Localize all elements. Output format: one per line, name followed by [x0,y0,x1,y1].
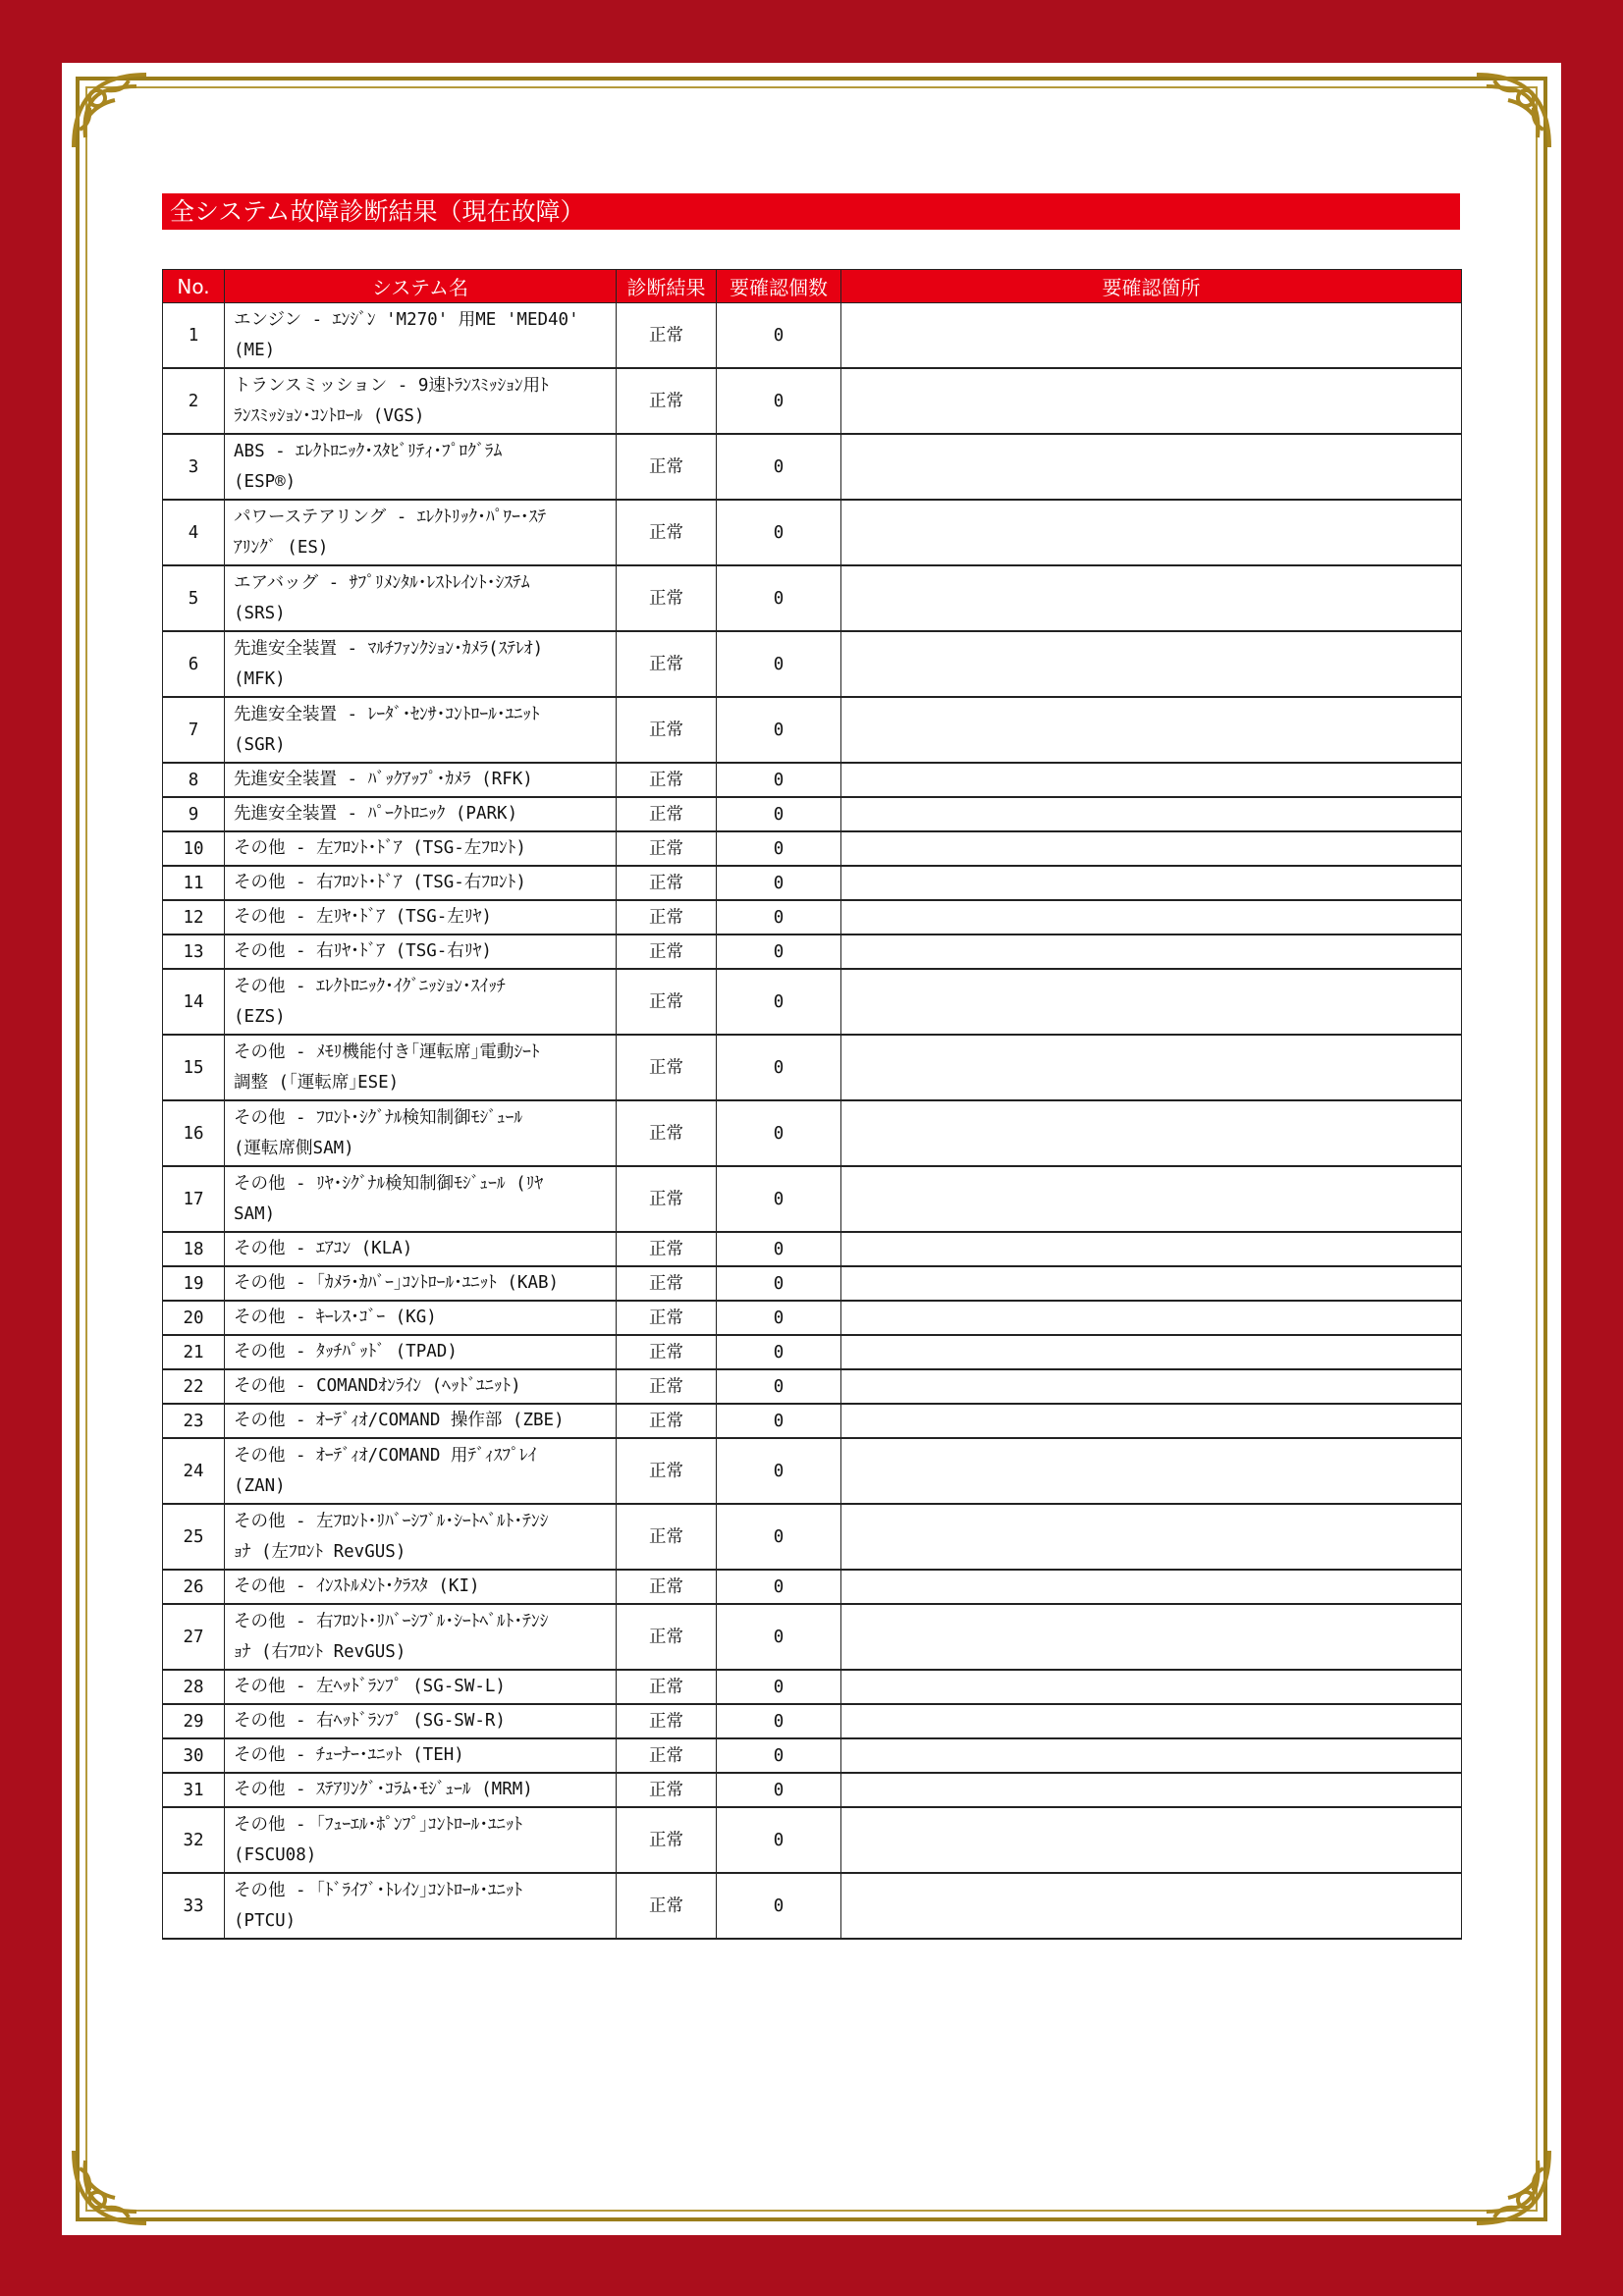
system-name-line: その他 - ｲﾝｽﾄﾙﾒﾝﾄ･ｸﾗｽﾀ (KI) [234,1576,480,1596]
row-count: 0 [717,900,841,934]
row-no: 29 [163,1704,225,1738]
system-name-line: (MFK) [234,668,286,689]
row-location [841,1807,1462,1873]
row-result: 正常 [617,1100,717,1166]
row-result: 正常 [617,934,717,969]
table-row [163,565,1462,631]
row-system-name [225,1704,617,1738]
row-count: 0 [717,969,841,1035]
system-name-line: エンジン - ｴﾝｼﾞﾝ 'M270' 用ME 'MED40' [234,309,579,330]
row-system-name [225,697,617,763]
row-location [841,1266,1462,1301]
row-location [841,1232,1462,1266]
system-name-line: (運転席側SAM) [234,1138,354,1158]
row-location [841,1100,1462,1166]
system-name-line: エアバッグ - ｻﾌﾟﾘﾒﾝﾀﾙ･ﾚｽﾄﾚｲﾝﾄ･ｼｽﾃﾑ [234,572,530,593]
row-no: 16 [163,1100,225,1166]
row-result: 正常 [617,368,717,434]
row-no: 18 [163,1232,225,1266]
row-no: 19 [163,1266,225,1301]
section-title: 全システム故障診断結果（現在故障） [162,193,1460,230]
system-name-line: 先進安全装置 - ﾊﾞｯｸｱｯﾌﾟ･ｶﾒﾗ (RFK) [234,770,533,789]
system-name-line: その他 - 左ﾍｯﾄﾞﾗﾝﾌﾟ (SG-SW-L) [234,1677,506,1696]
row-result: 正常 [617,831,717,866]
row-system-name [225,434,617,500]
table-row [163,1166,1462,1232]
row-count: 0 [717,1100,841,1166]
row-count: 0 [717,1301,841,1335]
table-row [163,1738,1462,1773]
table-body [163,303,1462,1940]
row-count: 0 [717,500,841,565]
row-count: 0 [717,1335,841,1369]
row-system-name [225,763,617,797]
system-name-line: (PTCU) [234,1910,297,1931]
table-row [163,1335,1462,1369]
system-name-line: その他 - 右ﾌﾛﾝﾄ･ﾄﾞｱ (TSG-右ﾌﾛﾝﾄ) [234,873,526,892]
row-count: 0 [717,763,841,797]
row-system-name [225,797,617,831]
header-no: No. [163,270,225,303]
table-row [163,763,1462,797]
row-no: 5 [163,565,225,631]
table-row [163,934,1462,969]
system-name-line: 先進安全装置 - ﾏﾙﾁﾌｧﾝｸｼｮﾝ･ｶﾒﾗ(ｽﾃﾚｵ) [234,638,544,659]
row-count: 0 [717,797,841,831]
row-location [841,1504,1462,1570]
system-name-line: ｱﾘﾝｸﾞ (ES) [234,537,329,558]
system-name-line: その他 - ｵｰﾃﾞｨｵ/COMAND 用ﾃﾞｨｽﾌﾟﾚｲ [234,1445,537,1466]
system-name-line: (ME) [234,340,276,360]
system-name-line: ｮﾅ (右ﾌﾛﾝﾄ RevGUS) [234,1641,406,1662]
row-system-name [225,368,617,434]
row-system-name [225,1404,617,1438]
row-result: 正常 [617,697,717,763]
table-row [163,1873,1462,1939]
row-count: 0 [717,1438,841,1504]
row-result: 正常 [617,1504,717,1570]
table-row [163,697,1462,763]
table-row [163,434,1462,500]
row-count: 0 [717,1773,841,1807]
table-row [163,1773,1462,1807]
row-result: 正常 [617,1873,717,1939]
row-system-name [225,1301,617,1335]
system-name-line: その他 - ｴﾚｸﾄﾛﾆｯｸ･ｲｸﾞﾆｯｼｮﾝ･ｽｲｯﾁ [234,976,506,996]
row-no: 28 [163,1670,225,1704]
row-count: 0 [717,831,841,866]
row-system-name [225,866,617,900]
row-result: 正常 [617,1738,717,1773]
table-row [163,1232,1462,1266]
row-no: 6 [163,631,225,697]
system-name-line: その他 - ﾌﾛﾝﾄ･ｼｸﾞﾅﾙ検知制御ﾓｼﾞｭｰﾙ [234,1107,523,1128]
row-no: 3 [163,434,225,500]
row-no: 24 [163,1438,225,1504]
row-location [841,1873,1462,1939]
row-count: 0 [717,1873,841,1939]
row-result: 正常 [617,1773,717,1807]
header-result: 診断結果 [617,270,717,303]
row-count: 0 [717,1504,841,1570]
system-name-line: (ZAN) [234,1475,286,1496]
table-row [163,969,1462,1035]
row-count: 0 [717,1604,841,1670]
table-row [163,866,1462,900]
system-name-line: ﾗﾝｽﾐｯｼｮﾝ･ｺﾝﾄﾛｰﾙ (VGS) [234,405,425,426]
system-name-line: その他 - ﾘﾔ･ｼｸﾞﾅﾙ検知制御ﾓｼﾞｭｰﾙ (ﾘﾔ [234,1173,544,1194]
row-system-name [225,900,617,934]
row-result: 正常 [617,1035,717,1100]
row-system-name [225,1335,617,1369]
row-system-name [225,1369,617,1404]
system-name-line: その他 - ｵｰﾃﾞｨｵ/COMAND 操作部 (ZBE) [234,1411,565,1430]
row-no: 23 [163,1404,225,1438]
row-count: 0 [717,565,841,631]
row-result: 正常 [617,1266,717,1301]
row-system-name [225,303,617,369]
row-location [841,763,1462,797]
row-result: 正常 [617,1335,717,1369]
row-result: 正常 [617,1369,717,1404]
row-system-name [225,1738,617,1773]
row-location [841,1738,1462,1773]
system-name-line: その他 - 左ﾌﾛﾝﾄ･ﾄﾞｱ (TSG-左ﾌﾛﾝﾄ) [234,838,526,858]
row-system-name [225,631,617,697]
system-name-line: その他 - 右ﾌﾛﾝﾄ･ﾘﾊﾞｰｼﾌﾞﾙ･ｼｰﾄﾍﾞﾙﾄ･ﾃﾝｼ [234,1611,549,1631]
row-location [841,866,1462,900]
row-count: 0 [717,631,841,697]
row-count: 0 [717,303,841,369]
table-row [163,1570,1462,1604]
row-location [841,900,1462,934]
system-name-line: その他 - ﾒﾓﾘ機能付き｢運転席｣電動ｼｰﾄ [234,1041,540,1062]
row-result: 正常 [617,1404,717,1438]
row-result: 正常 [617,631,717,697]
row-count: 0 [717,866,841,900]
row-result: 正常 [617,969,717,1035]
row-system-name [225,1438,617,1504]
system-name-line: (EZS) [234,1006,286,1027]
row-location [841,1335,1462,1369]
row-location [841,797,1462,831]
row-system-name [225,1807,617,1873]
row-no: 4 [163,500,225,565]
system-name-line: その他 - ﾁｭｰﾅｰ･ﾕﾆｯﾄ (TEH) [234,1745,464,1765]
row-no: 8 [163,763,225,797]
system-name-line: 先進安全装置 - ﾊﾟｰｸﾄﾛﾆｯｸ (PARK) [234,804,518,824]
system-name-line: その他 - ｢ﾄﾞﾗｲﾌﾞ･ﾄﾚｲﾝ｣ｺﾝﾄﾛｰﾙ･ﾕﾆｯﾄ [234,1880,523,1900]
system-name-line: (FSCU08) [234,1844,317,1865]
row-result: 正常 [617,1570,717,1604]
row-count: 0 [717,1166,841,1232]
row-result: 正常 [617,1301,717,1335]
table-row [163,500,1462,565]
row-count: 0 [717,1232,841,1266]
row-location [841,1035,1462,1100]
system-name-line: その他 - ﾀｯﾁﾊﾟｯﾄﾞ (TPAD) [234,1342,458,1362]
table-row [163,1404,1462,1438]
system-name-line: (SRS) [234,603,286,623]
table-row [163,1704,1462,1738]
header-location: 要確認箇所 [841,270,1462,303]
system-name-line: ABS - ｴﾚｸﾄﾛﾆｯｸ･ｽﾀﾋﾞﾘﾃｨ･ﾌﾟﾛｸﾞﾗﾑ [234,441,503,461]
ornament-corner-icon [1471,69,1555,153]
row-count: 0 [717,697,841,763]
row-result: 正常 [617,434,717,500]
header-count: 要確認個数 [717,270,841,303]
row-no: 21 [163,1335,225,1369]
row-location [841,565,1462,631]
row-location [841,1604,1462,1670]
system-name-line: (ESP®) [234,471,297,492]
row-no: 14 [163,969,225,1035]
row-system-name [225,1604,617,1670]
system-name-line: その他 - 左ﾌﾛﾝﾄ･ﾘﾊﾞｰｼﾌﾞﾙ･ｼｰﾄﾍﾞﾙﾄ･ﾃﾝｼ [234,1511,549,1531]
report-page [62,63,1561,2235]
row-location [841,1438,1462,1504]
row-result: 正常 [617,1604,717,1670]
row-system-name [225,565,617,631]
row-location [841,631,1462,697]
row-no: 27 [163,1604,225,1670]
row-no: 30 [163,1738,225,1773]
row-count: 0 [717,368,841,434]
row-location [841,1773,1462,1807]
system-name-line: その他 - 右ﾘﾔ･ﾄﾞｱ (TSG-右ﾘﾔ) [234,941,492,961]
row-location [841,1670,1462,1704]
row-system-name [225,1035,617,1100]
row-system-name [225,1100,617,1166]
row-location [841,831,1462,866]
row-result: 正常 [617,866,717,900]
row-result: 正常 [617,900,717,934]
row-system-name [225,1166,617,1232]
table-row [163,1100,1462,1166]
row-system-name [225,1670,617,1704]
row-count: 0 [717,1738,841,1773]
row-no: 12 [163,900,225,934]
ornament-corner-icon [68,69,152,153]
row-no: 26 [163,1570,225,1604]
system-name-line: その他 - ｢ｶﾒﾗ･ｶﾊﾞｰ｣ｺﾝﾄﾛｰﾙ･ﾕﾆｯﾄ (KAB) [234,1273,560,1293]
row-system-name [225,500,617,565]
table-row [163,900,1462,934]
row-no: 33 [163,1873,225,1939]
row-system-name [225,969,617,1035]
table-row [163,797,1462,831]
table-row [163,1301,1462,1335]
table-row [163,1369,1462,1404]
row-no: 7 [163,697,225,763]
row-system-name [225,831,617,866]
row-no: 15 [163,1035,225,1100]
table-row [163,1035,1462,1100]
row-count: 0 [717,1807,841,1873]
row-result: 正常 [617,763,717,797]
row-location [841,434,1462,500]
row-location [841,1166,1462,1232]
row-count: 0 [717,934,841,969]
row-location [841,697,1462,763]
row-count: 0 [717,1670,841,1704]
row-result: 正常 [617,565,717,631]
system-name-line: ｮﾅ (左ﾌﾛﾝﾄ RevGUS) [234,1541,406,1562]
row-no: 10 [163,831,225,866]
row-no: 11 [163,866,225,900]
system-name-line: その他 - ｢ﾌｭｰｴﾙ･ﾎﾟﾝﾌﾟ｣ｺﾝﾄﾛｰﾙ･ﾕﾆｯﾄ [234,1814,523,1835]
row-count: 0 [717,1404,841,1438]
row-system-name [225,934,617,969]
system-name-line: SAM) [234,1203,276,1224]
ornament-corner-icon [68,2145,152,2229]
row-no: 31 [163,1773,225,1807]
row-count: 0 [717,1035,841,1100]
row-no: 2 [163,368,225,434]
row-location [841,1570,1462,1604]
table-row [163,1670,1462,1704]
system-name-line: トランスミッション - 9速ﾄﾗﾝｽﾐｯｼｮﾝ用ﾄ [234,375,549,396]
row-system-name [225,1266,617,1301]
table-row [163,1604,1462,1670]
row-location [841,934,1462,969]
row-no: 1 [163,303,225,369]
system-name-line: その他 - ｷｰﾚｽ･ｺﾞｰ (KG) [234,1308,437,1327]
row-location [841,1301,1462,1335]
row-result: 正常 [617,1807,717,1873]
system-name-line: 調整 (｢運転席｣ESE) [234,1072,400,1093]
row-system-name [225,1873,617,1939]
row-count: 0 [717,1704,841,1738]
row-no: 20 [163,1301,225,1335]
row-count: 0 [717,1570,841,1604]
table-row [163,368,1462,434]
system-name-line: その他 - 右ﾍｯﾄﾞﾗﾝﾌﾟ (SG-SW-R) [234,1711,506,1731]
table-row [163,1504,1462,1570]
row-location [841,500,1462,565]
row-count: 0 [717,1369,841,1404]
row-result: 正常 [617,1166,717,1232]
row-no: 17 [163,1166,225,1232]
row-location [841,1404,1462,1438]
system-name-line: 先進安全装置 - ﾚｰﾀﾞ･ｾﾝｻ･ｺﾝﾄﾛｰﾙ･ﾕﾆｯﾄ [234,704,540,724]
system-name-line: その他 - 左ﾘﾔ･ﾄﾞｱ (TSG-左ﾘﾔ) [234,907,492,927]
system-name-line: その他 - COMANDｵﾝﾗｲﾝ (ﾍｯﾄﾞﾕﾆｯﾄ) [234,1376,521,1396]
table-row [163,631,1462,697]
row-system-name [225,1232,617,1266]
header-system: システム名 [225,270,617,303]
diagnosis-table [162,269,1462,1940]
row-count: 0 [717,434,841,500]
table-row [163,1438,1462,1504]
table-row [163,1807,1462,1873]
row-no: 32 [163,1807,225,1873]
row-no: 25 [163,1504,225,1570]
row-result: 正常 [617,303,717,369]
table-row [163,1266,1462,1301]
system-name-line: その他 - ｽﾃｱﾘﾝｸﾞ･ｺﾗﾑ･ﾓｼﾞｭｰﾙ (MRM) [234,1780,533,1799]
row-system-name [225,1504,617,1570]
table-row [163,303,1462,369]
system-name-line: パワーステアリング - ｴﾚｸﾄﾘｯｸ･ﾊﾟﾜｰ･ｽﾃ [234,507,547,527]
row-no: 9 [163,797,225,831]
row-result: 正常 [617,797,717,831]
row-result: 正常 [617,500,717,565]
row-location [841,1704,1462,1738]
row-no: 13 [163,934,225,969]
row-result: 正常 [617,1704,717,1738]
system-name-line: その他 - ｴｱｺﾝ (KLA) [234,1239,413,1258]
row-system-name [225,1773,617,1807]
table-header-row [163,270,1462,303]
table-row [163,831,1462,866]
row-count: 0 [717,1266,841,1301]
row-location [841,368,1462,434]
row-location [841,969,1462,1035]
system-name-line: (SGR) [234,734,286,755]
row-no: 22 [163,1369,225,1404]
row-system-name [225,1570,617,1604]
row-result: 正常 [617,1670,717,1704]
row-location [841,1369,1462,1404]
ornament-corner-icon [1471,2145,1555,2229]
row-result: 正常 [617,1232,717,1266]
row-location [841,303,1462,369]
row-result: 正常 [617,1438,717,1504]
